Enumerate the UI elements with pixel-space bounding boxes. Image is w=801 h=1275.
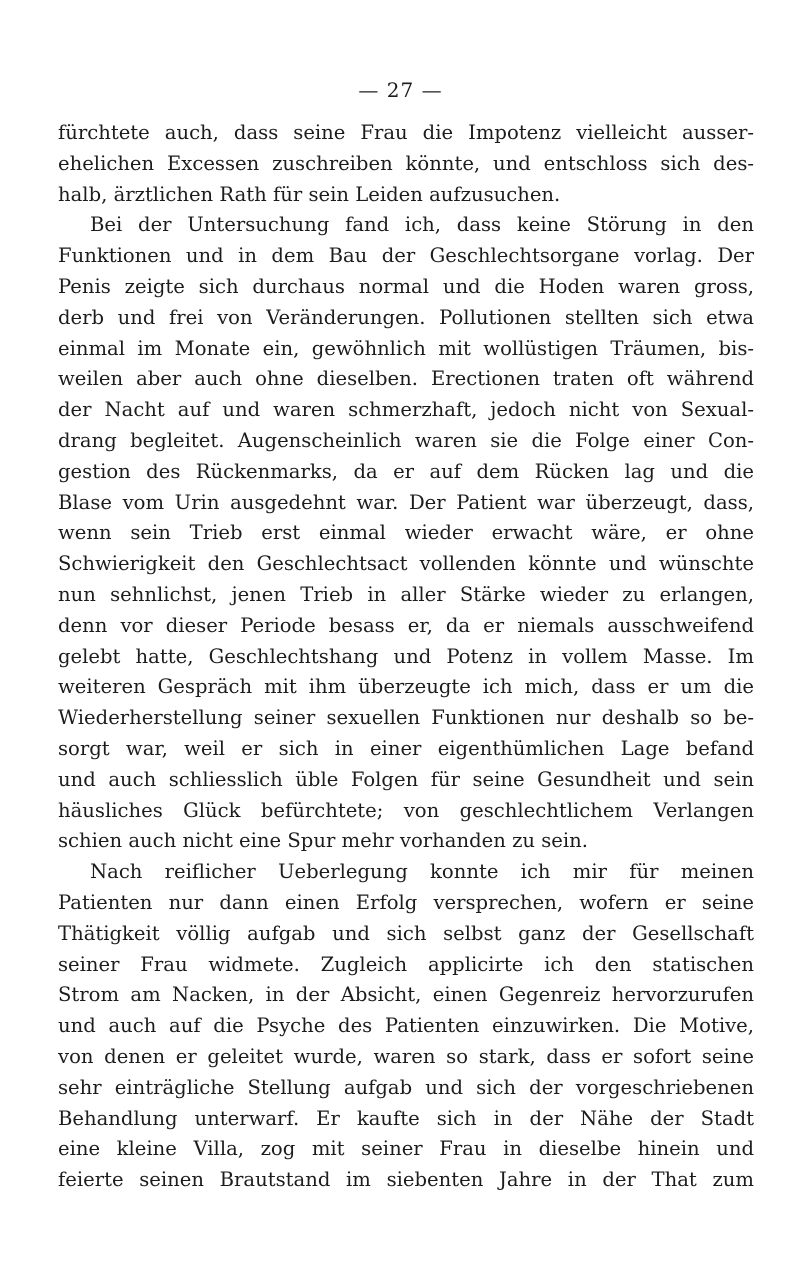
text-line: Patienten nur dann einen Erfolg versprechen, wofern er seine <box>58 890 754 914</box>
paragraph <box>58 118 754 210</box>
text-line: Funktionen und in dem Bau der Geschlechtsorgane vorlag. Der <box>58 244 754 268</box>
text-line: Behandlung unterwarf. Er kaufte sich in der Nähe der Stadt <box>58 1106 754 1130</box>
text-line: einmal im Monate ein, gewöhnlich mit wollüstigen Träumen, bis- <box>58 336 754 360</box>
text-line: häusliches Glück befürchtete; von geschlechtlichem Verlangen <box>58 798 754 822</box>
text-line: Wiederherstellung seiner sexuellen Funktionen nur deshalb so be- <box>58 706 754 730</box>
text-line: Strom am Nacken, in der Absicht, einen Gegenreiz hervorzurufen <box>58 983 754 1007</box>
text-line: Penis zeigte sich durchaus normal und die Hoden waren gross, <box>58 274 754 298</box>
text-line: der Nacht auf und waren schmerzhaft, jedoch nicht von Sexual- <box>58 398 754 422</box>
text-line: weilen aber auch ohne dieselben. Erectionen traten oft während <box>58 367 754 391</box>
paragraph <box>58 857 754 1196</box>
text-line: Blase vom Urin ausgedehnt war. Der Patient war überzeugt, dass, <box>58 490 754 514</box>
text-line: denn vor dieser Periode besass er, da er niemals ausschweifend <box>58 613 754 637</box>
page-number: — 27 — <box>358 78 443 102</box>
text-line: Bei der Untersuchung fand ich, dass keine Störung in den <box>90 213 754 237</box>
text-line: drang begleitet. Augenscheinlich waren sie die Folge einer Con- <box>58 428 754 452</box>
text-line: wenn sein Trieb erst einmal wieder erwacht wäre, er ohne <box>58 521 754 545</box>
text-line: feierte seinen Brautstand im siebenten Jahre in der That zum <box>58 1168 754 1192</box>
text-line: ehelichen Excessen zuschreiben könnte, und entschloss sich des- <box>58 151 754 175</box>
text-line: Nach reiflicher Ueberlegung konnte ich mir für meinen <box>90 860 754 884</box>
text-line: und auch auf die Psyche des Patienten einzuwirken. Die Motive, <box>58 1014 754 1038</box>
text-line: gestion des Rückenmarks, da er auf dem Rücken lag und die <box>58 459 754 483</box>
body-text <box>58 118 754 1196</box>
text-line: gelebt hatte, Geschlechtshang und Potenz in vollem Masse. Im <box>58 644 754 668</box>
text-line: und auch schliesslich üble Folgen für seine Gesundheit und sein <box>58 767 754 791</box>
text-line: seiner Frau widmete. Zugleich applicirte ich den statischen <box>58 952 754 976</box>
text-line: Thätigkeit völlig aufgab und sich selbst ganz der Gesellschaft <box>58 921 754 945</box>
text-line: halb, ärztlichen Rath für sein Leiden aufzusuchen. <box>58 182 561 206</box>
text-line: schien auch nicht eine Spur mehr vorhanden zu sein. <box>58 829 589 853</box>
text-line: eine kleine Villa, zog mit seiner Frau in dieselbe hinein und <box>58 1137 754 1161</box>
text-line: nun sehnlichst, jenen Trieb in aller Stärke wieder zu erlangen, <box>58 582 754 606</box>
text-line: sorgt war, weil er sich in einer eigenthümlichen Lage befand <box>58 736 754 760</box>
text-line: fürchtete auch, dass seine Frau die Impotenz vielleicht ausser- <box>58 121 754 144</box>
text-line: sehr einträgliche Stellung aufgab und sich der vorgeschriebenen <box>58 1075 754 1099</box>
text-line: weiteren Gespräch mit ihm überzeugte ich mich, dass er um die <box>58 675 754 699</box>
text-line: derb und frei von Veränderungen. Pollutionen stellten sich etwa <box>58 305 754 329</box>
text-line: von denen er geleitet wurde, waren so stark, dass er sofort seine <box>58 1044 754 1068</box>
paragraph <box>58 210 754 857</box>
text-line: Schwierigkeit den Geschlechtsact vollenden könnte und wünschte <box>58 552 754 576</box>
